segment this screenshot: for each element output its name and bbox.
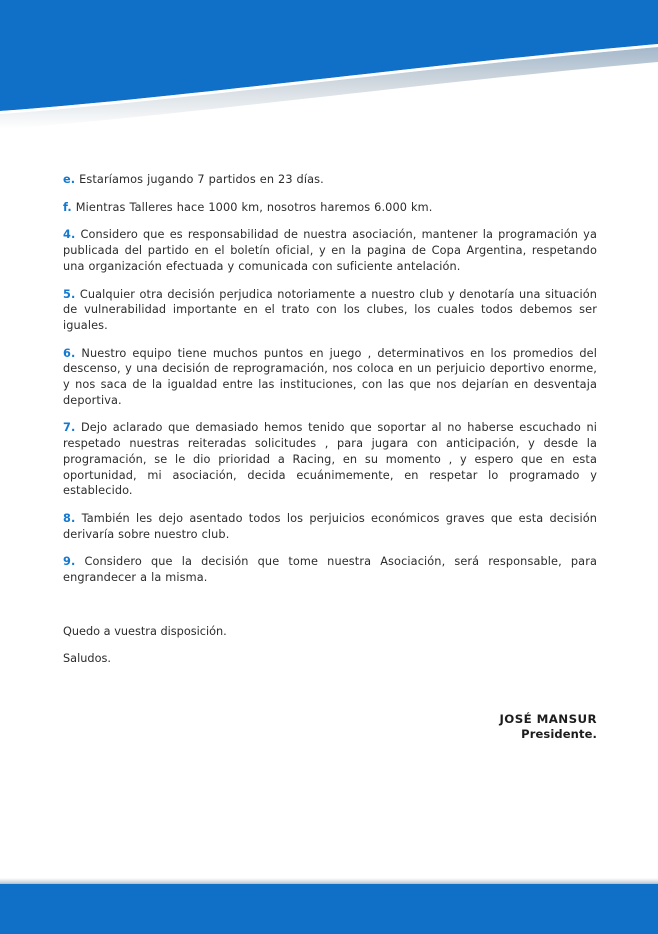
footer-blue-band bbox=[0, 878, 658, 934]
paragraph-text: Estaríamos jugando 7 partidos en 23 días. bbox=[79, 173, 324, 186]
paragraph-7 bbox=[63, 420, 597, 499]
paragraph-6 bbox=[63, 346, 597, 409]
paragraph-text: Considero que la decisión que tome nuestra Asociación, será responsable, para engrandecer a la misma. bbox=[63, 555, 597, 585]
closing-line-1: Quedo a vuestra disposición. bbox=[63, 624, 227, 638]
paragraph-marker: 9. bbox=[63, 555, 76, 569]
paragraph-text: Dejo aclarado que demasiado hemos tenido que soportar al no haberse escuchado ni respetado nuestras reiteradas solicitudes , para jugara con anticipación, y desde la programación, se le dio prioridad a Racing, en su momento , y espero que en esta oportunidad, mi asociación, decida ecuánimemente, en respetar lo programado y establecido. bbox=[63, 421, 597, 498]
signature-role: Presidente. bbox=[521, 727, 597, 741]
paragraph-marker: 7. bbox=[63, 421, 76, 435]
header-curve-graphic bbox=[0, 0, 658, 130]
paragraph-5 bbox=[63, 287, 597, 334]
paragraph-9 bbox=[63, 554, 597, 585]
paragraph-text: Mientras Talleres hace 1000 km, nosotros haremos 6.000 km. bbox=[75, 200, 433, 214]
paragraph-marker: e. bbox=[63, 173, 76, 186]
paragraph-text: Cualquier otra decisión perjudica notoriamente a nuestro club y denotaría una situación de vulnerabilidad importante en el trato con los clubes, los cuales todos debemos ser iguales. bbox=[63, 287, 597, 332]
paragraph-text: Nuestro equipo tiene muchos puntos en juego , determinativos en los promedios del descenso, y una decisión de reprogramación, nos coloca en un perjuicio deportivo enorme, y nos saca de la igualdad entre las instituciones, con las que nos dejarían en desventaja deportiva. bbox=[63, 346, 597, 407]
closing-spacer bbox=[63, 598, 597, 624]
paragraph-marker: f. bbox=[63, 200, 72, 214]
paragraph-marker: 5. bbox=[63, 287, 76, 301]
signature-name: JOSÉ MANSUR bbox=[499, 712, 597, 726]
paragraph-f bbox=[63, 200, 597, 216]
signature-block bbox=[63, 712, 597, 742]
paragraph-marker: 6. bbox=[63, 346, 76, 360]
closing-line-2: Saludos. bbox=[63, 652, 111, 666]
paragraph-marker: 4. bbox=[63, 228, 76, 242]
paragraph-4 bbox=[63, 227, 597, 274]
paragraph-text: También les dejo asentado todos los perjuicios económicos graves que esta decisión derivaría sobre nuestro club. bbox=[63, 511, 597, 541]
letter-body bbox=[63, 172, 597, 679]
paragraph-text: Considero que es responsabilidad de nuestra asociación, mantener la programación ya publicada del partido en el boletín oficial, y en la pagina de Copa Argentina, respetando una organización efectuada y comunicada con suficiente antelación. bbox=[63, 228, 597, 273]
paragraph-8 bbox=[63, 511, 597, 542]
paragraph-marker: 8. bbox=[63, 511, 76, 525]
paragraph-e bbox=[63, 172, 597, 188]
footer-fill bbox=[0, 884, 658, 934]
header-blue-band bbox=[0, 0, 658, 130]
